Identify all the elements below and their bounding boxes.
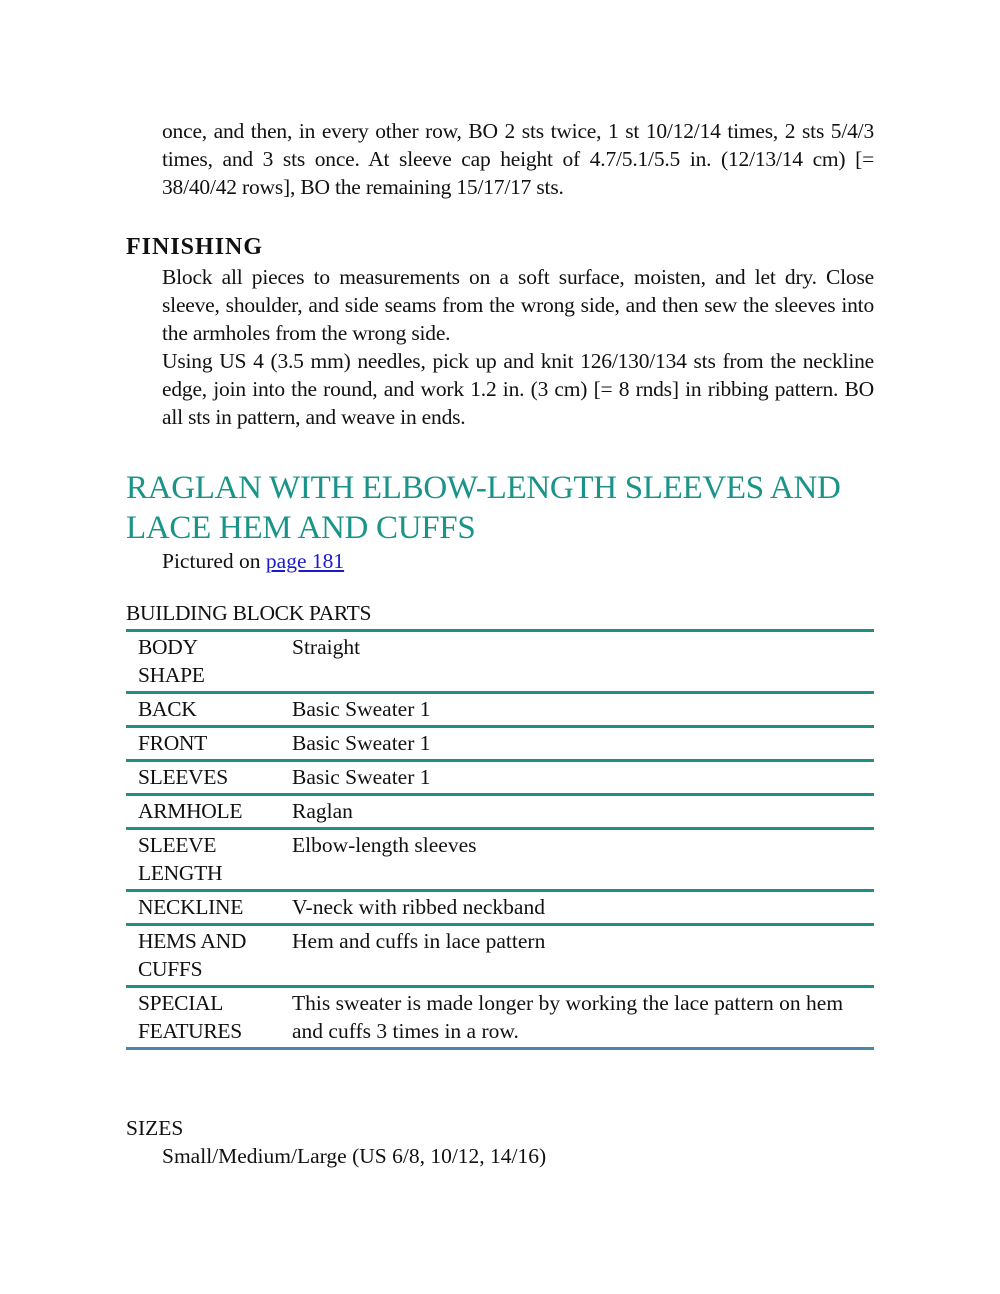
row-key: SLEEVE LENGTH [138, 833, 223, 885]
row-value: Basic Sweater 1 [292, 765, 431, 789]
pictured-prefix: Pictured on [162, 549, 261, 573]
table-row [126, 631, 874, 693]
row-key: SLEEVES [138, 765, 228, 789]
pictured-on-line [162, 547, 344, 575]
row-key: BACK [138, 697, 197, 721]
row-key: BODY SHAPE [138, 635, 205, 687]
table-row [126, 693, 874, 727]
page-link[interactable]: page 181 [265, 549, 345, 573]
row-value: Raglan [292, 799, 353, 823]
row-value: Straight [292, 635, 361, 659]
row-value: V-neck with ribbed neckband [292, 895, 545, 919]
row-value: Elbow-length sleeves [292, 833, 477, 857]
table-row [126, 891, 874, 925]
sizes-label: SIZES [126, 1116, 184, 1140]
continued-paragraph [162, 117, 874, 201]
finishing-body [162, 263, 874, 431]
row-value: Basic Sweater 1 [292, 731, 431, 755]
building-block-parts-label: BUILDING BLOCK PARTS [126, 601, 372, 625]
row-value: Hem and cuffs in lace pattern [292, 929, 546, 953]
row-value: Basic Sweater 1 [292, 697, 431, 721]
row-value: This sweater is made longer by working the lace pattern on hem and cuffs 3 times in a row. [292, 991, 844, 1043]
finishing-paragraph: Block all pieces to measurements on a soft surface, moisten, and let dry. Close sleeve, shoulder, and side seams from the wrong side, and then sew the sleeves into the armholes from the wrong side. [162, 265, 874, 345]
continued-paragraph-text: once, and then, in every other row, BO 2 sts twice, 1 st 10/12/14 times, 2 sts 5/4/3 times, and 3 sts once. At sleeve cap height of 4.7/5.1/5.5 in. (12/13/14 cm) [= 38/40/42 rows], BO the remaining 15/17/17 sts. [162, 119, 874, 199]
table-row [126, 925, 874, 987]
row-key: ARMHOLE [138, 799, 243, 823]
table-row [126, 829, 874, 891]
row-key: NECKLINE [138, 895, 244, 919]
row-key: HEMS AND CUFFS [138, 929, 247, 981]
row-key: SPECIAL FEATURES [138, 991, 242, 1043]
sizes-value: Small/Medium/Large (US 6/8, 10/12, 14/16) [162, 1144, 547, 1168]
table-row [126, 761, 874, 795]
row-key: FRONT [138, 731, 207, 755]
finishing-paragraph: Using US 4 (3.5 mm) needles, pick up and knit 126/130/134 sts from the neckline edge, join into the round, and work 1.2 in. (3 cm) [= 8 rnds] in ribbing pattern. BO all sts in pattern, and weave in ends. [162, 349, 874, 429]
finishing-heading: FINISHING [126, 234, 264, 260]
table-row [126, 795, 874, 829]
table-row [126, 727, 874, 761]
building-block-parts-table [126, 629, 874, 1050]
table-row [126, 987, 874, 1049]
section-title: RAGLAN WITH ELBOW-LENGTH SLEEVES AND LACE HEM AND CUFFS [126, 470, 841, 546]
